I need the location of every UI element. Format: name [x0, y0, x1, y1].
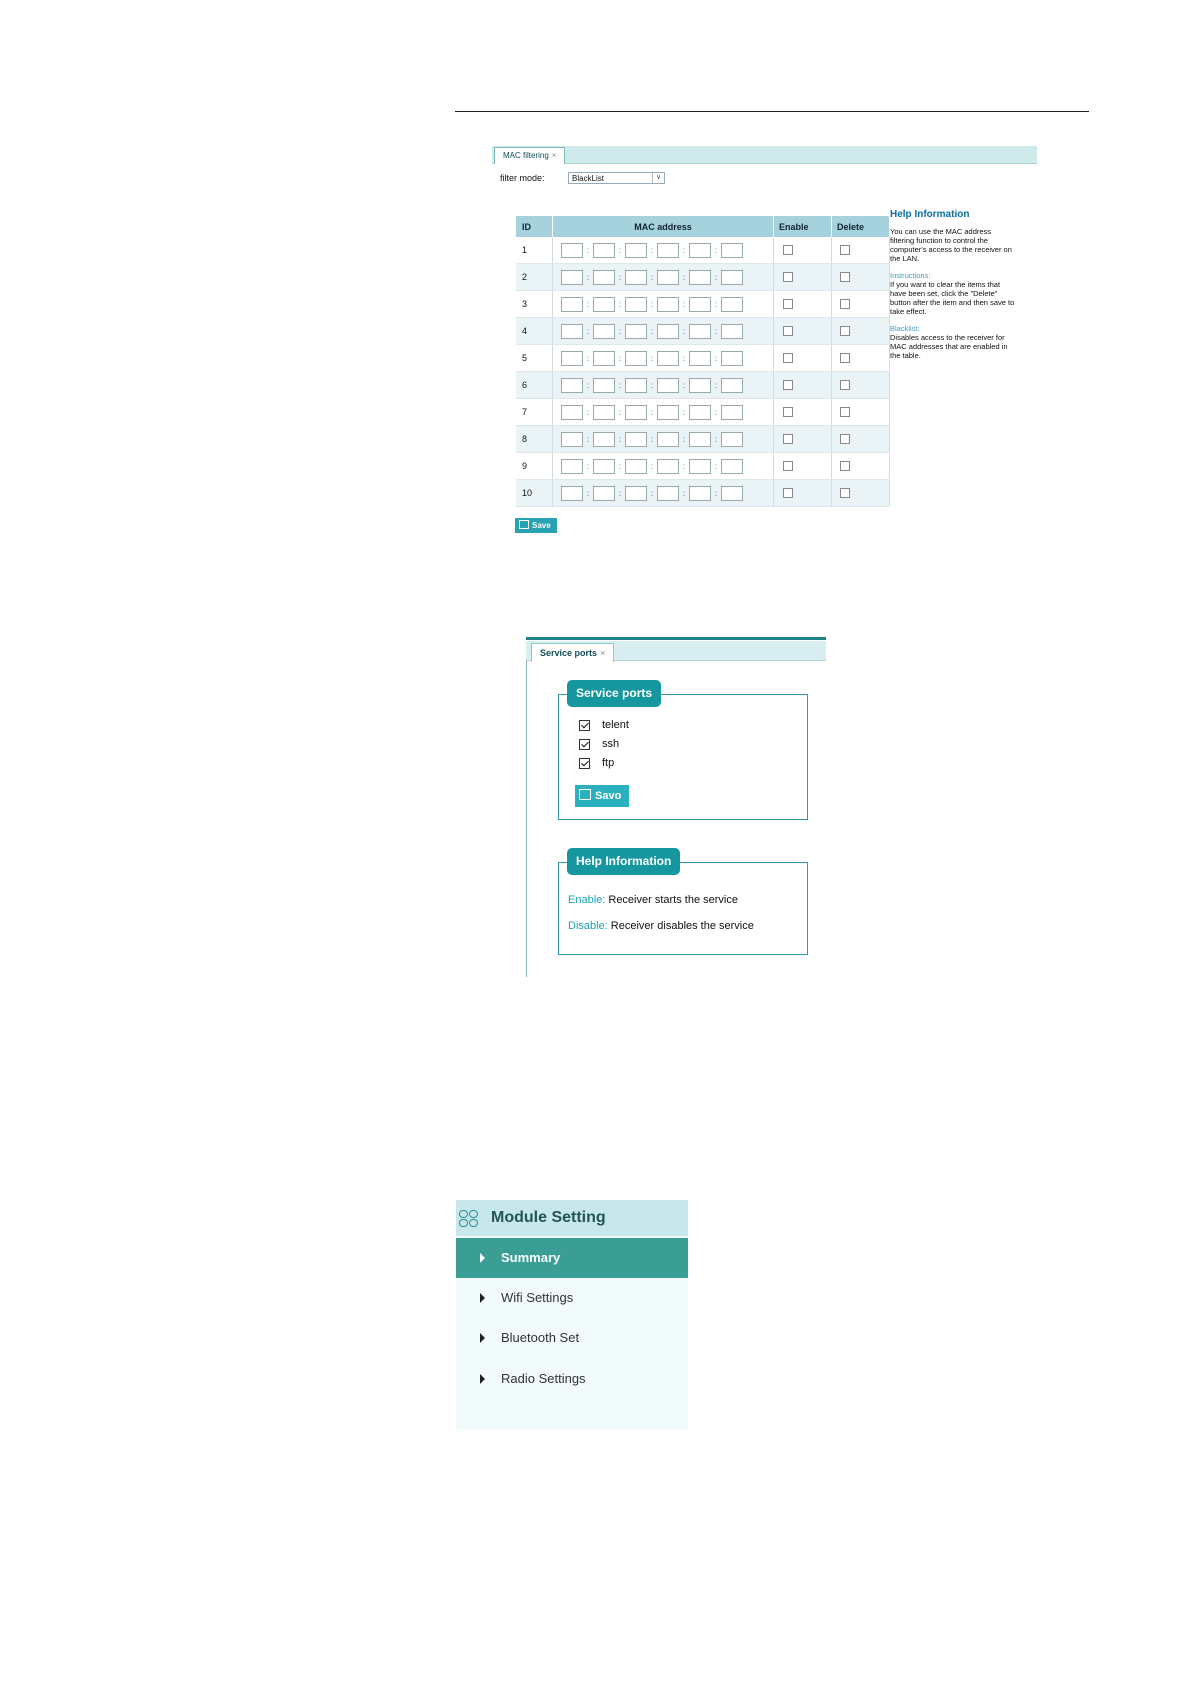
- col-id-header: ID: [516, 216, 553, 237]
- mac-separator: :: [586, 272, 590, 282]
- help-information-group: [558, 854, 808, 955]
- chevron-down-icon: ∨: [652, 173, 664, 183]
- mac-address-cell: [553, 264, 774, 291]
- help-instructions-text: If you want to clear the items that have been set, click the "Delete" button after the item and then save to take effect.: [890, 280, 1015, 316]
- mac-separator: :: [682, 488, 686, 498]
- panel-top-bar: [526, 637, 826, 640]
- mac-octet-input[interactable]: [721, 459, 743, 474]
- row-id: 4: [516, 318, 553, 345]
- save-label: Savo: [595, 790, 622, 802]
- mac-address-cell: [553, 399, 774, 426]
- delete-checkbox[interactable]: [840, 245, 850, 255]
- mac-octet-input[interactable]: [593, 405, 615, 420]
- mac-octet-input[interactable]: [689, 270, 711, 285]
- mac-address-cell: [553, 237, 774, 264]
- menu-item-label: Wifi Settings: [501, 1290, 574, 1305]
- mac-table: [516, 216, 890, 507]
- mac-octet-input[interactable]: [721, 324, 743, 339]
- enable-checkbox[interactable]: [783, 353, 793, 363]
- mac-separator: :: [586, 353, 590, 363]
- row-id: 5: [516, 345, 553, 372]
- mac-octet-input[interactable]: [593, 270, 615, 285]
- mac-octet-input[interactable]: [657, 405, 679, 420]
- mac-octet-input[interactable]: [721, 405, 743, 420]
- mac-separator: :: [618, 488, 622, 498]
- menu-item-label: Summary: [501, 1250, 561, 1265]
- mac-octet-input[interactable]: [625, 486, 647, 501]
- mac-separator: :: [586, 299, 590, 309]
- module-setting-header: [456, 1200, 688, 1236]
- mac-octet-input[interactable]: [625, 432, 647, 447]
- mac-separator: :: [618, 245, 622, 255]
- mac-separator: :: [682, 245, 686, 255]
- help-intro: You can use the MAC address filtering function to control the computer's access to the receiver on the LAN.: [890, 227, 1012, 263]
- mac-octet-input[interactable]: [561, 270, 583, 285]
- mac-octet-input[interactable]: [657, 243, 679, 258]
- service-label: ssh: [602, 738, 620, 750]
- mac-octet-input[interactable]: [657, 459, 679, 474]
- table-row: [516, 372, 890, 399]
- mac-separator: :: [618, 353, 622, 363]
- mac-octet-input[interactable]: [561, 405, 583, 420]
- delete-checkbox[interactable]: [840, 353, 850, 363]
- mac-octet-input[interactable]: [657, 270, 679, 285]
- enable-cell: [774, 264, 832, 291]
- disable-key: Disable:: [568, 920, 608, 932]
- mac-separator: :: [714, 434, 718, 444]
- service-item-telent[interactable]: [579, 719, 629, 731]
- mac-octet-input[interactable]: [657, 378, 679, 393]
- delete-cell: [832, 453, 890, 480]
- mac-separator: :: [650, 245, 654, 255]
- mac-octet-input[interactable]: [689, 324, 711, 339]
- delete-cell: [832, 237, 890, 264]
- mac-separator: :: [714, 353, 718, 363]
- mac-separator: :: [618, 407, 622, 417]
- help-disable-line: [568, 920, 754, 932]
- service-save-button[interactable]: [575, 785, 629, 807]
- service-item-ssh[interactable]: [579, 738, 619, 750]
- mac-address-cell: [553, 480, 774, 507]
- delete-cell: [832, 480, 890, 507]
- delete-cell: [832, 399, 890, 426]
- service-ports-group: [558, 686, 808, 820]
- mac-separator: :: [682, 407, 686, 417]
- mac-separator: :: [586, 461, 590, 471]
- mac-address-cell: [553, 318, 774, 345]
- mac-octet-group: [553, 378, 773, 393]
- mac-separator: :: [586, 407, 590, 417]
- mac-separator: :: [682, 461, 686, 471]
- mac-separator: :: [650, 353, 654, 363]
- mac-octet-input[interactable]: [561, 486, 583, 501]
- enable-cell: [774, 345, 832, 372]
- mac-octet-input[interactable]: [625, 378, 647, 393]
- mac-separator: :: [682, 353, 686, 363]
- mac-separator: :: [618, 380, 622, 390]
- enable-checkbox[interactable]: [783, 326, 793, 336]
- enable-checkbox[interactable]: [783, 299, 793, 309]
- mac-separator: :: [714, 272, 718, 282]
- mac-address-cell: [553, 453, 774, 480]
- mac-octet-input[interactable]: [721, 270, 743, 285]
- mac-octet-input[interactable]: [657, 351, 679, 366]
- mac-octet-input[interactable]: [721, 297, 743, 312]
- mac-separator: :: [682, 272, 686, 282]
- mac-separator: :: [714, 461, 718, 471]
- table-row: [516, 264, 890, 291]
- enable-cell: [774, 291, 832, 318]
- mac-octet-group: [553, 459, 773, 474]
- mac-separator: :: [682, 434, 686, 444]
- panel-left-border: [526, 660, 527, 977]
- caret-right-icon: [480, 1293, 485, 1303]
- module-setting-menu: [456, 1200, 688, 1430]
- mac-separator: :: [586, 434, 590, 444]
- enable-checkbox[interactable]: [783, 245, 793, 255]
- delete-cell: [832, 318, 890, 345]
- mac-octet-input[interactable]: [721, 351, 743, 366]
- help-legend: Help Information: [567, 848, 680, 875]
- delete-checkbox[interactable]: [840, 272, 850, 282]
- mac-octet-input[interactable]: [689, 351, 711, 366]
- table-row: [516, 318, 890, 345]
- service-label: ftp: [602, 757, 615, 769]
- mac-octet-input[interactable]: [689, 405, 711, 420]
- delete-checkbox[interactable]: [840, 299, 850, 309]
- enable-checkbox[interactable]: [783, 407, 793, 417]
- close-icon[interactable]: ×: [600, 648, 606, 658]
- mac-octet-group: [553, 486, 773, 501]
- mac-octet-input[interactable]: [593, 378, 615, 393]
- mac-tabbar: [492, 146, 1037, 164]
- enable-cell: [774, 399, 832, 426]
- mac-octet-input[interactable]: [561, 243, 583, 258]
- mac-separator: :: [714, 299, 718, 309]
- mac-octet-input[interactable]: [657, 324, 679, 339]
- enable-text: Receiver starts the service: [605, 894, 738, 906]
- enable-cell: [774, 372, 832, 399]
- mac-octet-input[interactable]: [561, 297, 583, 312]
- enable-cell: [774, 237, 832, 264]
- table-row: [516, 291, 890, 318]
- mac-octet-input[interactable]: [561, 351, 583, 366]
- help-blacklist-text: Disables access to the receiver for MAC addresses that are enabled in the table.: [890, 333, 1008, 360]
- help-enable-line: [568, 894, 738, 906]
- mac-separator: :: [682, 299, 686, 309]
- telent-checkbox[interactable]: [579, 720, 590, 731]
- col-mac-header: MAC address: [553, 216, 774, 237]
- mac-separator: :: [714, 326, 718, 336]
- mac-octet-input[interactable]: [689, 432, 711, 447]
- mac-separator: :: [586, 326, 590, 336]
- caret-right-icon: [480, 1253, 485, 1263]
- service-ports-panel: [526, 637, 826, 977]
- menu-item-label: Bluetooth Set: [501, 1330, 580, 1345]
- mac-separator: :: [618, 272, 622, 282]
- delete-checkbox[interactable]: [840, 461, 850, 471]
- mac-octet-input[interactable]: [721, 486, 743, 501]
- delete-cell: [832, 291, 890, 318]
- mac-octet-input[interactable]: [593, 324, 615, 339]
- table-row: [516, 237, 890, 264]
- mac-octet-input[interactable]: [657, 297, 679, 312]
- mac-octet-input[interactable]: [593, 243, 615, 258]
- mac-octet-input[interactable]: [625, 270, 647, 285]
- save-icon: [579, 789, 591, 800]
- mac-octet-input[interactable]: [593, 297, 615, 312]
- tab-label: MAC filtering: [503, 151, 549, 160]
- row-id: 1: [516, 237, 553, 264]
- mac-octet-input[interactable]: [593, 351, 615, 366]
- mac-address-cell: [553, 291, 774, 318]
- table-row: [516, 399, 890, 426]
- delete-checkbox[interactable]: [840, 407, 850, 417]
- disable-text: Receiver disables the service: [607, 920, 754, 932]
- help-instructions-title: Instructions:: [890, 271, 931, 280]
- table-row: [516, 345, 890, 372]
- mac-octet-input[interactable]: [625, 243, 647, 258]
- mac-octet-input[interactable]: [625, 459, 647, 474]
- ssh-checkbox[interactable]: [579, 739, 590, 750]
- mac-octet-input[interactable]: [593, 432, 615, 447]
- service-item-ftp[interactable]: [579, 757, 614, 769]
- filter-mode-value: BlackList: [572, 174, 605, 183]
- delete-cell: [832, 426, 890, 453]
- service-ports-legend: Service ports: [567, 680, 661, 707]
- menu-item-label: Radio Settings: [501, 1371, 586, 1386]
- row-id: 10: [516, 480, 553, 507]
- mac-octet-input[interactable]: [657, 486, 679, 501]
- mac-separator: :: [650, 461, 654, 471]
- caret-right-icon: [480, 1333, 485, 1343]
- module-setting-title: Module Setting: [491, 1209, 606, 1226]
- enable-cell: [774, 480, 832, 507]
- mac-separator: :: [714, 380, 718, 390]
- table-row: [516, 453, 890, 480]
- enable-checkbox[interactable]: [783, 488, 793, 498]
- mac-separator: :: [618, 299, 622, 309]
- delete-cell: [832, 345, 890, 372]
- mac-address-cell: [553, 372, 774, 399]
- close-icon[interactable]: ×: [551, 151, 557, 160]
- mac-octet-input[interactable]: [561, 324, 583, 339]
- mac-octet-input[interactable]: [625, 351, 647, 366]
- menu-item-radio-settings[interactable]: [456, 1359, 688, 1399]
- mac-separator: :: [650, 434, 654, 444]
- mac-separator: :: [618, 434, 622, 444]
- filter-mode-label: filter mode:: [500, 173, 545, 183]
- enable-key: Enable:: [568, 894, 606, 906]
- mac-separator: :: [650, 272, 654, 282]
- mac-separator: :: [586, 380, 590, 390]
- tab-label: Service ports: [540, 648, 598, 658]
- col-delete-header: Delete: [832, 216, 890, 237]
- row-id: 2: [516, 264, 553, 291]
- enable-checkbox[interactable]: [783, 272, 793, 282]
- enable-checkbox[interactable]: [783, 380, 793, 390]
- mac-octet-input[interactable]: [721, 378, 743, 393]
- enable-cell: [774, 426, 832, 453]
- menu-item-bluetooth-set[interactable]: [456, 1318, 688, 1358]
- mac-octet-group: [553, 243, 773, 258]
- menu-item-summary[interactable]: [456, 1238, 688, 1278]
- mac-separator: :: [650, 488, 654, 498]
- delete-checkbox[interactable]: [840, 326, 850, 336]
- four-circles-icon: [459, 1210, 479, 1228]
- row-id: 3: [516, 291, 553, 318]
- table-row: [516, 480, 890, 507]
- mac-separator: :: [586, 245, 590, 255]
- ftp-checkbox[interactable]: [579, 758, 590, 769]
- mac-octet-input[interactable]: [561, 459, 583, 474]
- mac-octet-input[interactable]: [625, 297, 647, 312]
- mac-octet-input[interactable]: [689, 297, 711, 312]
- table-header-row: [516, 216, 890, 237]
- service-label: telent: [602, 719, 629, 731]
- mac-separator: :: [650, 407, 654, 417]
- mac-octet-input[interactable]: [657, 432, 679, 447]
- mac-address-cell: [553, 426, 774, 453]
- mac-separator: :: [714, 407, 718, 417]
- mac-octet-group: [553, 324, 773, 339]
- menu-item-wifi-settings[interactable]: [456, 1278, 688, 1318]
- delete-cell: [832, 372, 890, 399]
- col-enable-header: Enable: [774, 216, 832, 237]
- save-label: Save: [532, 521, 551, 530]
- mac-separator: :: [650, 326, 654, 336]
- mac-octet-input[interactable]: [721, 432, 743, 447]
- enable-cell: [774, 318, 832, 345]
- caret-right-icon: [480, 1374, 485, 1384]
- mac-separator: :: [682, 326, 686, 336]
- mac-octet-input[interactable]: [721, 243, 743, 258]
- tab-service-ports[interactable]: [531, 643, 614, 662]
- mac-octet-group: [553, 351, 773, 366]
- mac-separator: :: [714, 245, 718, 255]
- row-id: 8: [516, 426, 553, 453]
- mac-separator: :: [650, 380, 654, 390]
- enable-cell: [774, 453, 832, 480]
- mac-separator: :: [682, 380, 686, 390]
- mac-octet-input[interactable]: [561, 378, 583, 393]
- row-id: 6: [516, 372, 553, 399]
- help-blacklist-title: Blacklist:: [890, 324, 920, 333]
- page-divider: [455, 111, 1089, 112]
- mac-help-panel: [890, 210, 1015, 360]
- delete-checkbox[interactable]: [840, 488, 850, 498]
- mac-separator: :: [618, 326, 622, 336]
- mac-octet-input[interactable]: [625, 324, 647, 339]
- mac-address-cell: [553, 345, 774, 372]
- mac-octet-input[interactable]: [593, 459, 615, 474]
- help-title: Help Information: [890, 209, 970, 220]
- mac-octet-input[interactable]: [689, 243, 711, 258]
- mac-octet-group: [553, 297, 773, 312]
- mac-save-button[interactable]: [515, 518, 557, 533]
- mac-separator: :: [586, 488, 590, 498]
- row-id: 9: [516, 453, 553, 480]
- mac-octet-input[interactable]: [689, 486, 711, 501]
- table-row: [516, 426, 890, 453]
- mac-octet-group: [553, 270, 773, 285]
- mac-octet-input[interactable]: [593, 486, 615, 501]
- delete-checkbox[interactable]: [840, 380, 850, 390]
- enable-checkbox[interactable]: [783, 461, 793, 471]
- enable-checkbox[interactable]: [783, 434, 793, 444]
- mac-octet-group: [553, 432, 773, 447]
- save-icon: [519, 520, 529, 529]
- mac-separator: :: [650, 299, 654, 309]
- mac-filtering-panel: [492, 146, 1037, 546]
- delete-checkbox[interactable]: [840, 434, 850, 444]
- mac-octet-input[interactable]: [689, 378, 711, 393]
- service-tabbar: [526, 641, 826, 661]
- mac-octet-group: [553, 405, 773, 420]
- mac-octet-input[interactable]: [561, 432, 583, 447]
- filter-mode-select[interactable]: [568, 172, 665, 184]
- delete-cell: [832, 264, 890, 291]
- mac-octet-input[interactable]: [625, 405, 647, 420]
- mac-octet-input[interactable]: [689, 459, 711, 474]
- tab-mac-filtering[interactable]: [494, 147, 565, 164]
- row-id: 7: [516, 399, 553, 426]
- mac-separator: :: [714, 488, 718, 498]
- mac-separator: :: [618, 461, 622, 471]
